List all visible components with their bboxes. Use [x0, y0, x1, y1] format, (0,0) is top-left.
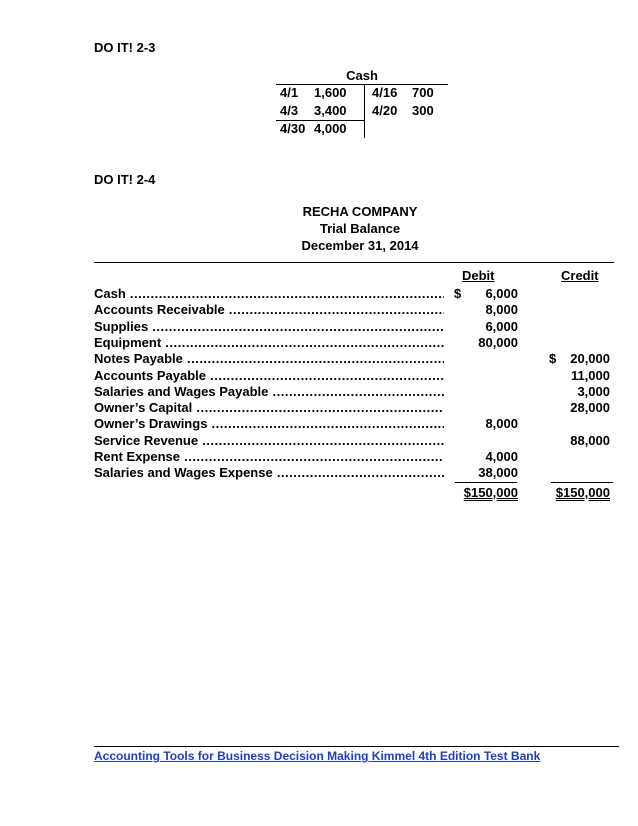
account-name: Accounts Payable .....	[94, 368, 444, 384]
totals-row	[94, 485, 614, 501]
table-row	[94, 351, 614, 367]
credit-amount: 28,000	[570, 400, 610, 416]
balance-amount: 4,000	[314, 121, 347, 136]
section-heading-do-it-2-4: DO IT! 2-4	[94, 172, 156, 187]
debit-amount: 1,600	[314, 85, 347, 100]
debit-amount: 8,000	[485, 416, 518, 432]
statement-title: Trial Balance	[319, 221, 401, 236]
credit-date: 4/20	[372, 103, 398, 118]
account-name: Owner’s Capital .....	[94, 400, 444, 416]
debit-column-header: Debit	[462, 268, 495, 283]
balance-date: 4/30	[280, 121, 306, 136]
cash-t-account	[276, 66, 448, 140]
account-name: Rent Expense .....	[94, 449, 444, 465]
account-name: Owner’s Drawings .....	[94, 416, 444, 432]
footer-link[interactable]: Accounting Tools for Business Decision Making Kimmel 4th Edition Test Bank	[94, 749, 541, 763]
table-row	[94, 319, 614, 335]
footer-rule	[94, 746, 619, 747]
account-name: Service Revenue .....	[94, 433, 444, 449]
account-name: Supplies .....	[94, 319, 444, 335]
debit-date: 4/1	[280, 85, 299, 100]
debit-amount: 6,000	[485, 318, 518, 334]
t-account-title: Cash	[346, 68, 378, 83]
table-row	[94, 335, 614, 351]
credit-amount: 88,000	[570, 432, 610, 448]
company-name: RECHA COMPANY	[302, 204, 418, 219]
debit-date: 4/3	[280, 103, 299, 118]
statement-date: December 31, 2014	[301, 238, 419, 253]
section-heading-do-it-2-3: DO IT! 2-3	[94, 40, 156, 55]
debit-amount: 80,000	[478, 334, 518, 350]
credit-amount: 20,000	[570, 351, 610, 367]
table-row	[94, 465, 614, 481]
account-name: Notes Payable .....	[94, 351, 444, 367]
debit-amount: 38,000	[478, 465, 518, 481]
debit-amount: 8,000	[485, 302, 518, 318]
account-name: Equipment .....	[94, 335, 444, 351]
credit-dollar-sign: $	[549, 351, 557, 367]
account-name: Cash .....	[94, 286, 444, 302]
t-account-balance-row	[276, 120, 448, 138]
account-name: Salaries and Wages Payable .....	[94, 384, 444, 400]
table-row	[94, 368, 614, 384]
credit-amount: 3,000	[577, 383, 610, 399]
credit-amount: 700	[412, 85, 434, 100]
credit-date: 4/16	[372, 85, 398, 100]
credit-amount: 300	[412, 103, 434, 118]
debit-amount: 3,400	[314, 103, 347, 118]
debit-amount: 4,000	[485, 449, 518, 464]
table-row	[94, 384, 614, 400]
header-rule	[94, 262, 614, 263]
account-name: Salaries and Wages Expense .....	[94, 465, 444, 481]
table-row	[94, 286, 614, 302]
table-row	[94, 302, 614, 318]
debit-dollar-sign: $	[454, 286, 462, 301]
credit-column-header: Credit	[561, 268, 599, 283]
total-credit: $150,000	[555, 485, 610, 500]
table-row	[94, 400, 614, 416]
debit-amount: 6,000	[485, 286, 518, 301]
table-row	[94, 433, 614, 449]
debit-total-rule	[455, 482, 517, 483]
total-debit: $150,000	[463, 485, 518, 500]
table-row	[94, 449, 614, 465]
credit-amount: 11,000	[570, 367, 610, 383]
t-account-row	[276, 102, 448, 120]
t-account-row	[276, 84, 448, 102]
credit-total-rule	[551, 482, 613, 483]
account-name: Accounts Receivable .....	[94, 302, 444, 318]
table-row	[94, 416, 614, 432]
